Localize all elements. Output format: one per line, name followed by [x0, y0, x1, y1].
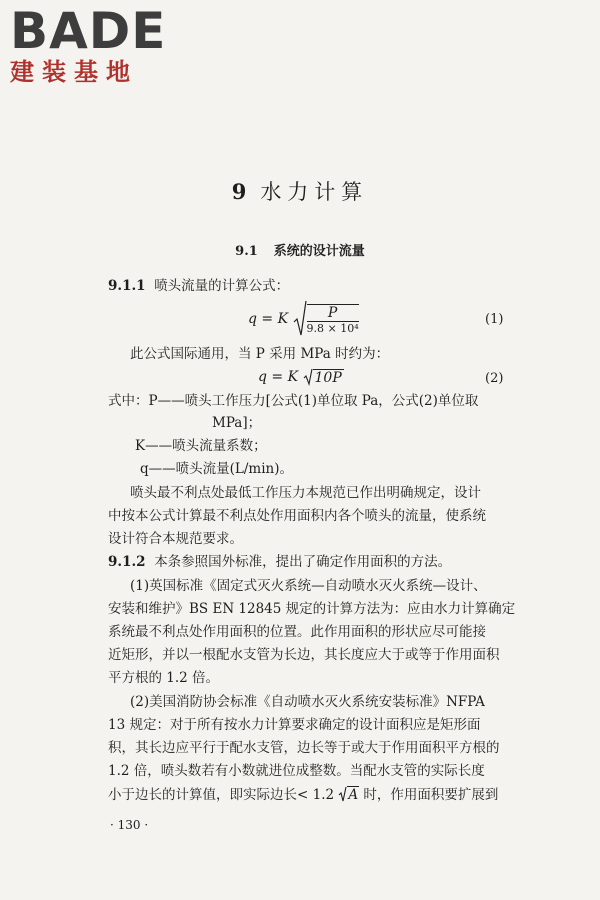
section-number: 9.1: [235, 244, 258, 259]
bade-logo: [10, 2, 167, 87]
eq1-label: (1): [485, 312, 504, 327]
paragraph-line: (2)美国消防协会标准《自动喷水灭火系统安装标准》NFPA: [130, 694, 485, 710]
eq2-radical: [303, 368, 344, 386]
paragraph-line: 1.2 倍，喷头数若有小数就进位成整数。当配水支管的实际长度: [108, 763, 485, 779]
paragraph-line: (1)英国标准《固定式灭火系统—自动喷水灭火系统—设计、: [130, 578, 487, 594]
eq1-denominator: 9.8 × 10⁴: [306, 321, 359, 335]
radical-sign-icon: [293, 300, 307, 338]
logo-wordmark: BADE: [10, 2, 167, 60]
paragraph-line: [108, 786, 498, 804]
radicand-a: A: [348, 787, 359, 803]
clause-text: 本条参照国外标准，提出了确定作用面积的方法。: [154, 554, 452, 570]
line-text: 时，作用面积要扩展到: [363, 787, 499, 803]
paragraph-line: 安装和维护》BS EN 12845 规定的计算方法为：应由水力计算确定: [108, 601, 516, 617]
chapter-title: 水力计算: [260, 180, 369, 204]
paragraph-line: 中按本公式计算最不利点处作用面积内各个喷头的流量，使系统: [108, 508, 486, 524]
eq1-fraction: [307, 304, 359, 335]
where-line-1b: MPa]；: [212, 415, 262, 431]
chapter-number: 9: [231, 179, 253, 204]
where-line-2: K——喷头流量系数；: [135, 438, 267, 454]
paragraph-line: 设计符合本规范要求。: [108, 531, 243, 547]
section-heading: [0, 240, 600, 259]
equation-2: [258, 368, 344, 386]
page-number: · 130 ·: [110, 818, 149, 832]
clause-number: 9.1.1: [108, 278, 146, 294]
equation-1: [248, 300, 359, 338]
clause-text: 喷头流量的计算公式：: [154, 278, 290, 294]
line-text: 小于边长的计算值，即实际边长< 1.2: [108, 787, 335, 803]
clause-9-1-1: [108, 277, 289, 295]
chapter-heading: [0, 176, 600, 206]
paragraph-line: 平方根的 1.2 倍。: [108, 670, 220, 686]
clause-9-1-2: [108, 553, 451, 571]
where-line-1: 式中：P——喷头工作压力[公式(1)单位取 Pa，公式(2)单位取: [108, 393, 479, 409]
paragraph-line: 系统最不利点处作用面积的位置。此作用面积的形状应尽可能接: [108, 624, 486, 640]
where-line-3: q——喷头流量(L/min)。: [140, 461, 294, 477]
radical-sign-icon: [303, 368, 313, 386]
paragraph-line: 近矩形，并以一根配水支管为长边，其长度应大于或等于作用面积: [108, 647, 500, 663]
eq2-lhs: q = K: [258, 369, 299, 385]
eq2-radicand: 10P: [314, 370, 342, 386]
eq1-radical: [293, 300, 359, 338]
section-title: 系统的设计流量: [273, 244, 365, 259]
paragraph-line: 喷头最不利点处最低工作压力本规范已作出明确规定，设计: [130, 485, 481, 501]
logo-subtitle: 建装基地: [10, 58, 138, 86]
paragraph-line: 积，其长边应平行于配水支管，边长等于或大于作用面积平方根的: [108, 740, 500, 756]
eq1-numerator: P: [307, 305, 359, 322]
eq2-label: (2): [485, 371, 504, 386]
paragraph-line: 13 规定：对于所有按水力计算要求确定的设计面积应是矩形面: [108, 717, 481, 733]
clause-number: 9.1.2: [108, 554, 146, 570]
eq1-lhs: q = K: [248, 311, 289, 327]
formula-note: 此公式国际通用，当 P 采用 MPa 时约为：: [130, 346, 390, 362]
